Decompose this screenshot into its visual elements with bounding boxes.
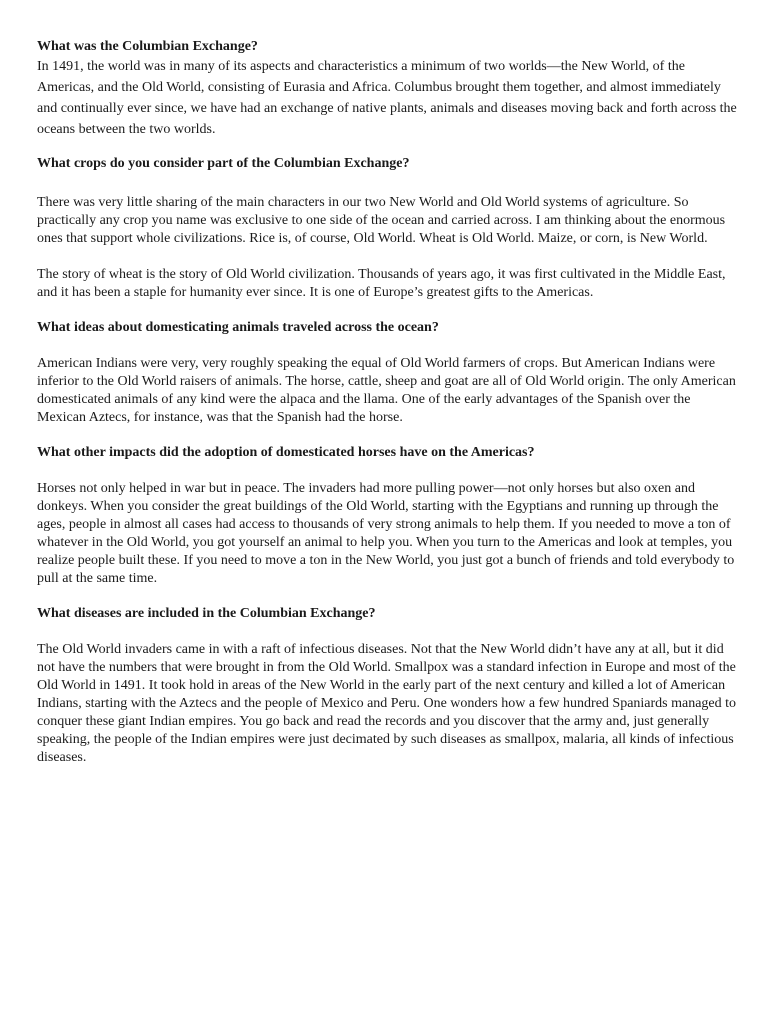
answer-paragraph: In 1491, the world was in many of its aspects and characteristics a minimum of two worlds—the New World, of the Americas, and the Old World, consisting of Eurasia and Africa. Columbus brought them together, and almost immediately and continually ever since, we have had an exchange of native plants, animals and diseases moving back and forth across the oceans between the two worlds. [37, 59, 737, 137]
question-heading: What diseases are included in the Columbian Exchange? [37, 606, 376, 621]
question-heading: What crops do you consider part of the Columbian Exchange? [37, 156, 410, 171]
answer-paragraph: The story of wheat is the story of Old World civilization. Thousands of years ago, it was first cultivated in the Middle East, and it has been a staple for humanity ever since. It is one of Europe’s greatest gifts to the Americas. [37, 267, 726, 300]
answer-paragraph: Horses not only helped in war but in peace. The invaders had more pulling power—not only horses but also oxen and donkeys. When you consider the great buildings of the Old World, starting with the Egyptians and running up through the ages, people in almost all cases had access to thousands of very strong animals to help them. If you needed to move a ton of whatever in the Old World, you got yourself an animal to help you. When you turn to the Americas and look at temples, you realize people built these. If you need to move a ton in the New World, you just got a bunch of friends and told everybody to pull at the same time. [37, 481, 735, 586]
answer-paragraph: American Indians were very, very roughly speaking the equal of Old World farmers of crops. But American Indians were inferior to the Old World raisers of animals. The horse, cattle, sheep and goat are all of Old World origin. The only American domesticated animals of any kind were the alpaca and the llama. One of the early advantages of the Spanish over the Mexican Aztecs, for instance, was that the Spanish had the horse. [37, 356, 736, 425]
answer-paragraph: There was very little sharing of the main characters in our two New World and Old World systems of agriculture. So practically any crop you name was exclusive to one side of the ocean and carried across. I am thinking about the enormous ones that support whole civilizations. Rice is, of course, Old World. Wheat is Old World. Maize, or corn, is New World. [37, 195, 726, 246]
question-heading: What other impacts did the adoption of domesticated horses have on the Americas? [37, 445, 535, 460]
document-body [37, 38, 737, 767]
question-heading: What ideas about domesticating animals traveled across the ocean? [37, 320, 439, 335]
question-heading: What was the Columbian Exchange? [37, 39, 258, 54]
answer-paragraph: The Old World invaders came in with a raft of infectious diseases. Not that the New World didn’t have any at all, but it did not have the numbers that were brought in from the Old World. Smallpox was a standard infection in Europe and most of the Old World in 1491. It took hold in areas of the New World in the early part of the next century and killed a lot of American Indians, starting with the Aztecs and the people of Mexico and Peru. One wonders how a few hundred Spaniards managed to conquer these giant Indian empires. You go back and read the records and you discover that the army and, just generally speaking, the people of the Indian empires were just decimated by such diseases as smallpox, malaria, all kinds of infectious diseases. [37, 642, 737, 765]
